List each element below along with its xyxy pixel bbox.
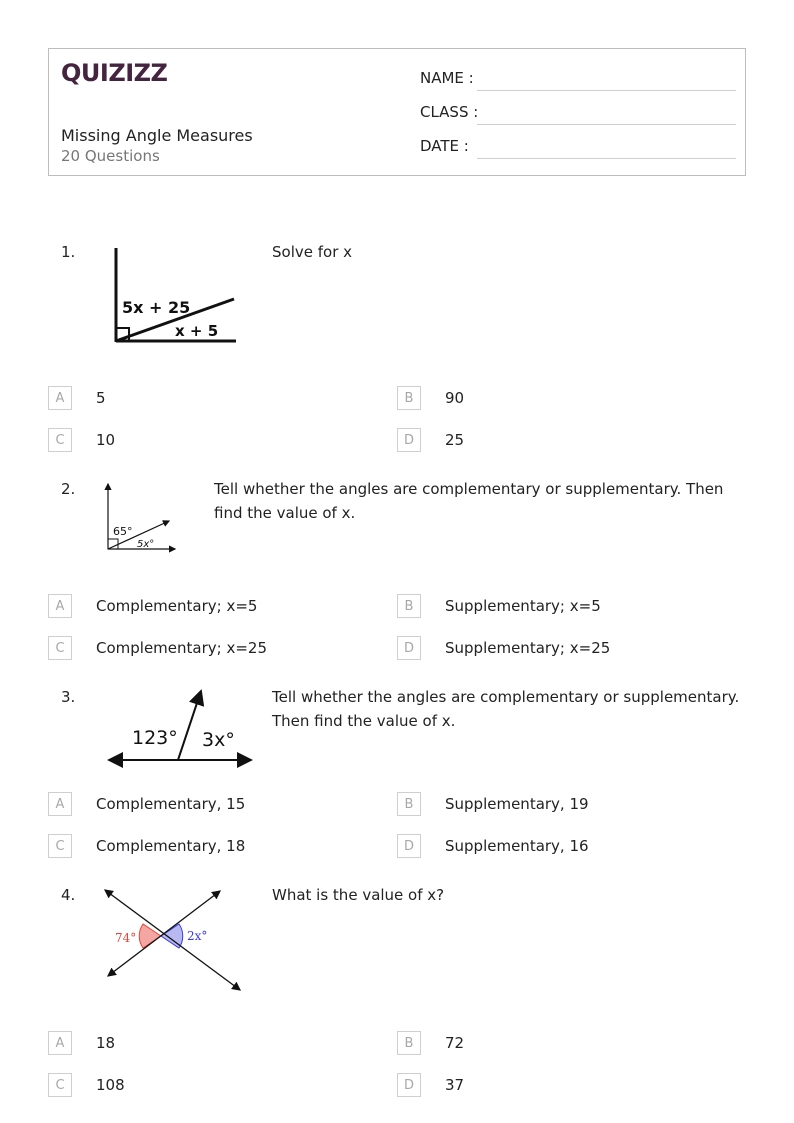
question-text: What is the value of x? <box>272 886 445 904</box>
option-letter-b[interactable]: B <box>397 792 421 816</box>
supplementary-angle-figure <box>104 686 256 768</box>
option-text[interactable]: Complementary, 18 <box>96 837 246 855</box>
angle-label: 3x° <box>202 729 235 751</box>
name-field[interactable] <box>420 69 736 91</box>
question-number: 2. <box>61 480 76 498</box>
option-letter-d[interactable]: D <box>397 1073 421 1097</box>
angle-label: 123° <box>132 727 178 749</box>
option-letter-b[interactable]: B <box>397 386 421 410</box>
option-letter-c[interactable]: C <box>48 636 72 660</box>
complementary-angle-figure <box>100 478 184 556</box>
option-text[interactable]: 18 <box>96 1034 116 1052</box>
class-field[interactable] <box>420 103 736 125</box>
angle-label: 2x° <box>187 929 208 943</box>
option-text[interactable]: 5 <box>96 389 106 407</box>
option-text[interactable]: Complementary, 15 <box>96 795 246 813</box>
option-letter-c[interactable]: C <box>48 834 72 858</box>
angle-label: 5x° <box>137 539 155 550</box>
option-letter-a[interactable]: A <box>48 386 72 410</box>
question-text-line: find the value of x. <box>214 504 356 522</box>
option-text[interactable]: Supplementary; x=25 <box>445 639 611 657</box>
question-text: Solve for x <box>272 243 353 261</box>
option-text[interactable]: Supplementary, 16 <box>445 837 589 855</box>
angle-label: x + 5 <box>175 322 219 340</box>
option-text[interactable]: Supplementary, 19 <box>445 795 589 813</box>
option-text[interactable]: 90 <box>445 389 465 407</box>
worksheet-header <box>48 48 746 176</box>
date-line <box>477 158 736 159</box>
option-letter-a[interactable]: A <box>48 792 72 816</box>
option-text[interactable]: 72 <box>445 1034 465 1052</box>
option-text[interactable]: 10 <box>96 431 116 449</box>
option-letter-d[interactable]: D <box>397 428 421 452</box>
option-text[interactable]: 108 <box>96 1076 125 1094</box>
question-text <box>214 477 723 525</box>
date-field[interactable] <box>420 137 736 159</box>
question-count: 20 Questions <box>61 147 160 165</box>
question-number: 3. <box>61 688 76 706</box>
class-label: CLASS : <box>420 103 479 121</box>
worksheet-title: Missing Angle Measures <box>61 126 253 145</box>
option-text[interactable]: 37 <box>445 1076 465 1094</box>
question-text <box>272 685 739 733</box>
date-label: DATE : <box>420 137 469 155</box>
option-letter-d[interactable]: D <box>397 636 421 660</box>
question-text-line: Then find the value of x. <box>272 712 456 730</box>
option-letter-d[interactable]: D <box>397 834 421 858</box>
angle-label: 65° <box>113 525 133 538</box>
name-line <box>477 90 736 91</box>
option-letter-c[interactable]: C <box>48 1073 72 1097</box>
vertical-angles-figure <box>100 884 246 996</box>
question-number: 1. <box>61 243 76 261</box>
right-angle-figure <box>108 244 240 348</box>
angle-label: 74° <box>115 931 137 945</box>
option-letter-a[interactable]: A <box>48 1031 72 1055</box>
question-text-line: Tell whether the angles are complementary or supplementary. <box>272 688 740 706</box>
quizizz-logo: QUIZIZZ <box>61 59 168 87</box>
option-text[interactable]: Supplementary; x=5 <box>445 597 601 615</box>
option-letter-b[interactable]: B <box>397 1031 421 1055</box>
question-number: 4. <box>61 886 76 904</box>
option-text[interactable]: 25 <box>445 431 465 449</box>
angle-label: 5x + 25 <box>122 298 191 317</box>
name-label: NAME : <box>420 69 474 87</box>
option-text[interactable]: Complementary; x=5 <box>96 597 258 615</box>
option-letter-c[interactable]: C <box>48 428 72 452</box>
class-line <box>477 124 736 125</box>
question-text-line: Tell whether the angles are complementary or supplementary. Then <box>214 480 724 498</box>
option-letter-a[interactable]: A <box>48 594 72 618</box>
option-letter-b[interactable]: B <box>397 594 421 618</box>
option-text[interactable]: Complementary; x=25 <box>96 639 267 657</box>
